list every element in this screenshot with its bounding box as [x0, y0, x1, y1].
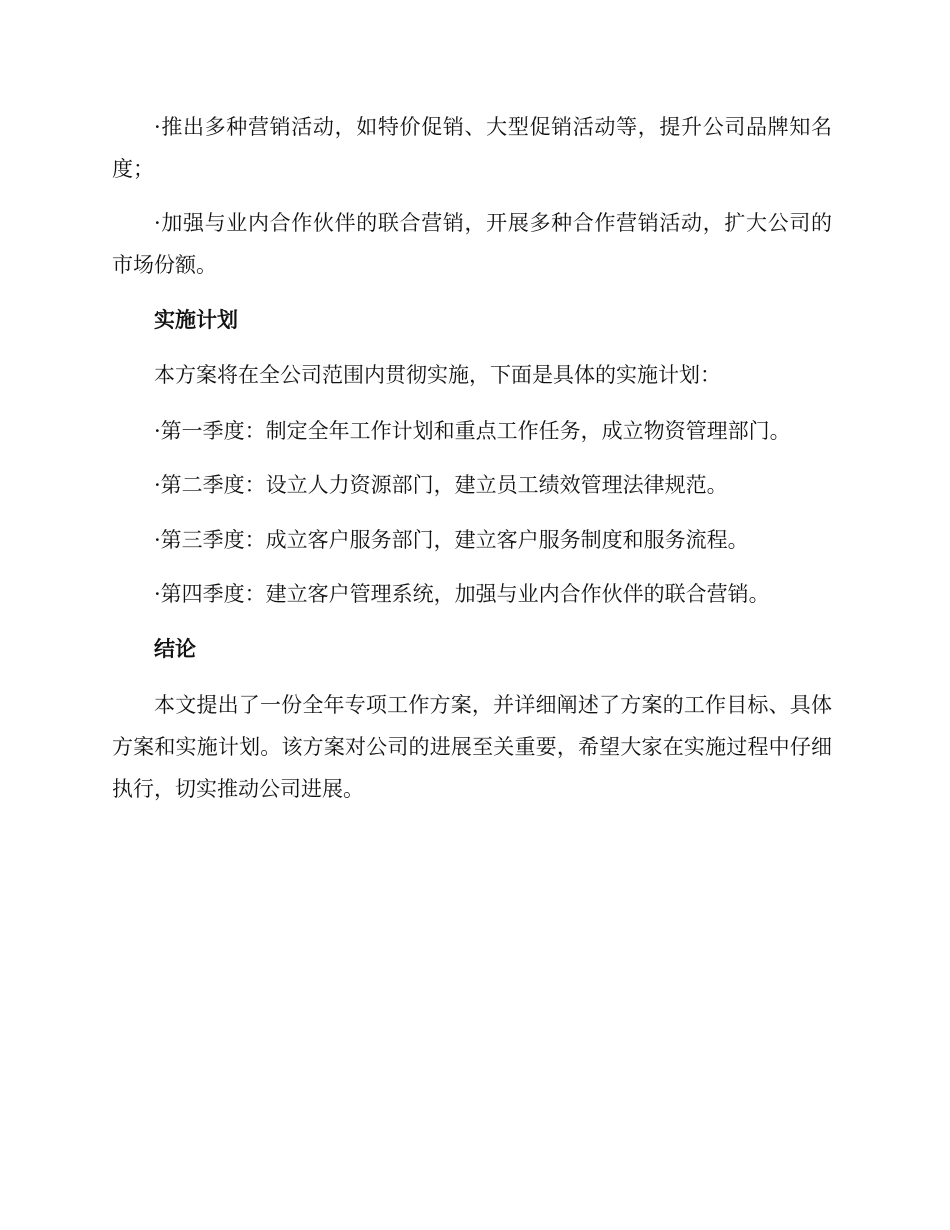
- conclusion-paragraph: 本文提出了一份全年专项工作方案，并详细阐述了方案的工作目标、具体方案和实施计划。该方案对公司的进展至关重要，希望大家在实施过程中仔细执行，切实推动公司进展。: [112, 693, 832, 801]
- bullet-paragraph: ·推出多种营销活动，如特价促销、大型促销活动等，提升公司品牌知名度；: [112, 115, 832, 181]
- section-heading-conclusion: 结论: [154, 637, 196, 661]
- plan-intro-paragraph: 本方案将在全公司范围内贯彻实施，下面是具体的实施计划：: [154, 363, 721, 387]
- plan-item: ·第二季度：设立人力资源部门，建立员工绩效管理法律规范。: [154, 473, 728, 497]
- plan-item: ·第一季度：制定全年工作计划和重点工作任务，成立物资管理部门。: [154, 419, 791, 443]
- plan-item: ·第四季度：建立客户管理系统，加强与业内合作伙伴的联合营销。: [154, 582, 770, 606]
- section-heading-plan: 实施计划: [154, 308, 238, 332]
- bullet-paragraph: ·加强与业内合作伙伴的联合营销，开展多种合作营销活动，扩大公司的市场份额。: [112, 211, 832, 277]
- plan-item: ·第三季度：成立客户服务部门，建立客户服务制度和服务流程。: [154, 528, 749, 552]
